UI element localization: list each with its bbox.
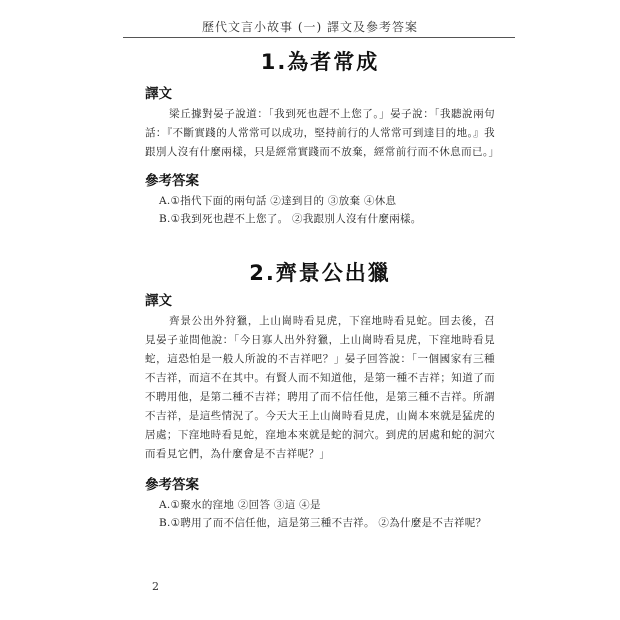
header-rule — [123, 37, 515, 38]
answers-heading: 參考答案 — [145, 477, 199, 493]
translation-paragraph: 梁丘據對晏子說道：「我到死也趕不上您了。」晏子說：「我聽說兩句話：『不斷實踐的人常常可以成功，堅持前行的人常常可到達目的地。』我跟別人沒有什麼兩樣，只是經常實踐而不放棄，經常前行而不休息而已。」 — [145, 108, 500, 158]
translation-heading: 譯文 — [145, 293, 172, 309]
answer-b: B.①聘用了而不信任他，這是第三種不吉祥。 ②為什麼是不吉祥呢？ — [159, 517, 487, 529]
translation-heading: 譯文 — [145, 86, 172, 102]
page-number: 2 — [152, 580, 159, 593]
section-1 — [145, 47, 500, 228]
answer-b: B.①我到死也趕不上您了。 ②我跟別人沒有什麼兩樣。 — [159, 213, 422, 225]
translation-paragraph: 齊景公出外狩獵，上山崗時看見虎，下窪地時看見蛇。回去後，召見晏子並問他說：「今日寡人出外狩獵，上山崗時看見虎，下窪地時看見蛇，這恐怕是一般人所說的不吉祥吧？」晏子回答說：「一個國家有三種不吉祥，而這不在其中。有賢人而不知道他，是第一種不吉祥；知道了而不聘用他，是第二種不吉祥；聘用了而不信任他，是第三種不吉祥。所謂不吉祥，是這些情況了。今天大王上山崗時看見虎，山崗本來就是猛虎的居處；下窪地時看見蛇，窪地本來就是蛇的洞穴。到虎的居處和蛇的洞穴而看見它們，為什麼會是不吉祥呢？」 — [145, 315, 495, 460]
answer-a: A.①指代下面的兩句話 ②達到目的 ③放棄 ④休息 — [159, 195, 397, 207]
answers-heading: 參考答案 — [145, 173, 199, 189]
section-title: 2.齊景公出獵 — [249, 261, 391, 285]
answer-a: A.①聚水的窪地 ②回答 ③這 ④是 — [159, 499, 321, 511]
running-header: 歷代文言小故事 (一) 譯文及參考答案 — [202, 20, 418, 34]
section-title: 1.為者常成 — [260, 50, 380, 74]
section-2 — [145, 258, 495, 532]
